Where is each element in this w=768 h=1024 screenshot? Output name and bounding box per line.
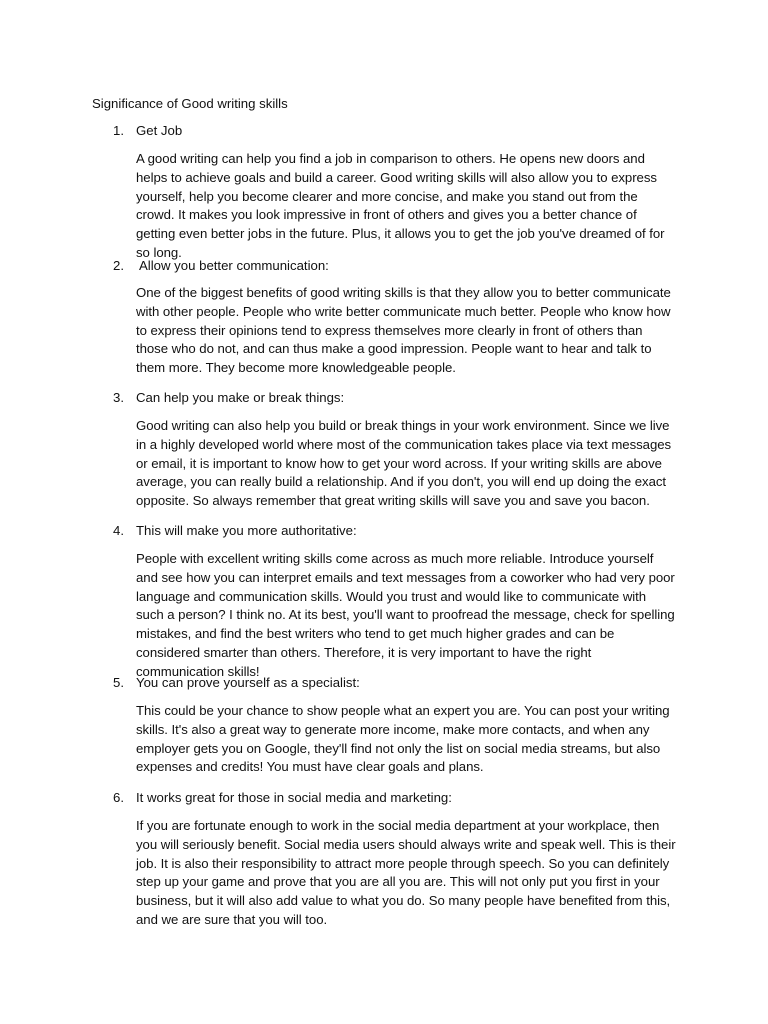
list-item-paragraph: If you are fortunate enough to work in the social media department at your workplace, then you will seriously benefit. Social media users should always write and speak well. This is their job. It is also their responsibility to attract more people through speech. So you can definitely step up your game and prove that you are all you are. This will not only put you first in your business, but it will also add value to what you do. So many people have benefited from this, and we are sure that you will too. — [136, 818, 676, 927]
list-item-heading: You can prove yourself as a specialist: — [136, 675, 360, 690]
list-item-number: 3. — [113, 390, 124, 405]
list-item-number: 2. — [113, 258, 124, 273]
list-item-heading: Get Job — [136, 123, 183, 138]
list-item-heading: It works great for those in social media and marketing: — [136, 790, 452, 805]
list-item-paragraph: One of the biggest benefits of good writing skills is that they allow you to better communicate with other people. People who write better communicate much better. People who know how to express their opinions tend to express themselves more clearly in front of others than those who do not, and can thus make a good impression. People want to hear and talk to them more. They become more knowledgeable people. — [136, 285, 671, 376]
list-item-number: 6. — [113, 790, 124, 805]
list-item-heading: This will make you more authoritative: — [136, 523, 357, 538]
list-item-number: 5. — [113, 675, 124, 690]
list-item-heading: Allow you better communication: — [139, 258, 329, 273]
list-item-number: 1. — [113, 123, 124, 138]
list-item-number: 4. — [113, 523, 124, 538]
document-title: Significance of Good writing skills — [92, 96, 288, 111]
list-item-paragraph: Good writing can also help you build or break things in your work environment. Since we live in a highly developed world where most of the communication takes place via text messages or email, it is important to know how to get your word across. If your writing skills are above average, you can really build a relationship. And if you don't, you will end up doing the exact opposite. So always remember that great writing skills will save you and save you bacon. — [136, 418, 672, 509]
list-item-paragraph: A good writing can help you find a job in comparison to others. He opens new doors and helps to achieve goals and build a career. Good writing skills will also allow you to express yourself, help you become clearer and more concise, and make you stand out from the crowd. It makes you look impressive in front of others and gives you a better chance of getting even better jobs in the future. Plus, it allows you to get the job you've dreamed of for so long. — [136, 151, 665, 260]
list-item-heading: Can help you make or break things: — [136, 390, 345, 405]
list-item-paragraph: People with excellent writing skills come across as much more reliable. Introduce yourself and see how you can interpret emails and text messages from a coworker who had very poor language and communication skills. Would you trust and would like to communicate with such a person? I think no. At its best, you'll want to proofread the message, check for spelling mistakes, and find the best writers who tend to get much higher grades and can be considered smarter than others. Therefore, it is very important to have the right communication skills! — [136, 551, 675, 679]
list-item-paragraph: This could be your chance to show people what an expert you are. You can post your writing skills. It's also a great way to generate more income, make more contacts, and when any employer gets you on Google, they'll find not only the list on social media streams, but also expenses and credits! You must have clear goals and plans. — [136, 703, 670, 775]
